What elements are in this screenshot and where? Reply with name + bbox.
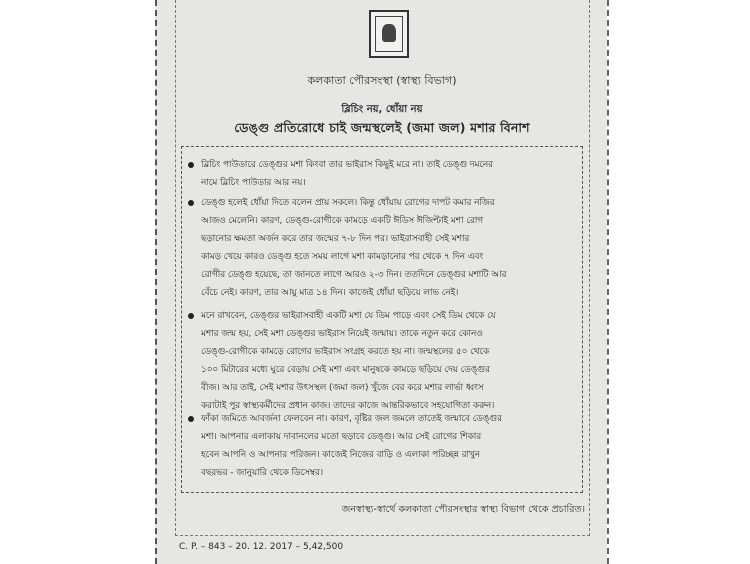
municipal-emblem-icon xyxy=(369,10,409,58)
paragraph-line: ডেঙ্গু হলেই ধোঁয়া দিতে বলেন প্রায় সকলে। কিন্তু ধোঁয়ায় রোগের দাপট কমার নজির xyxy=(201,198,495,208)
bullet-icon xyxy=(188,200,194,206)
notice-paper xyxy=(155,0,607,564)
headline-small: ব্লিচিং নয়, ধোঁয়া নয় xyxy=(341,104,423,115)
paragraph-smoke xyxy=(201,194,581,302)
paragraph-line: ব্লিচিং পাউডারে ডেঙ্গুর মশা কিংবা তার ভাইরাস কিছুই মরে না। তাই ডেঙ্গু দমনের xyxy=(201,160,493,170)
paragraph-line: বীজ। আর তাই, সেই মশার উৎসস্থল (জমা জল) খুঁজে বের করে মশার লার্ভা ধ্বংস xyxy=(201,383,484,393)
paragraph-line: ডেঙ্গু-রোগীকে কামড়ে রোগের ভাইরাস সংগ্রহ করতে হয় না। জন্মস্থলের ৫০ থেকে xyxy=(201,347,490,357)
paragraph-line: নামে ব্লিচিং পাউডার আর নয়। xyxy=(201,178,306,188)
paragraph-breeding xyxy=(201,307,581,415)
paragraph-line: কামড় খেয়ে কারও ডেঙ্গু হতে সময় লাগে মশা কামড়ানোর পর থেকে ৭ দিন এবং xyxy=(201,252,484,262)
paragraph-line: ফাঁকা জমিতে আবর্জনা ফেলবেন না। কারণ, বৃষ্টির জল জমলে তাতেই জন্মাবে ডেঙ্গুর xyxy=(201,414,502,424)
paragraph-line: মনে রাখবেন, ডেঙ্গুর ভাইরাসবাহী একটি মশা যে ডিম পাড়ে এবং সেই ডিম থেকে যে xyxy=(201,311,496,321)
paragraph-line: ১০০ মিটারের মধ্যে ঘুরে বেড়ায় সেই মশা এবং মানুষকে কামড়ে ছড়িয়ে দেয় ডেঙ্গুর xyxy=(201,365,490,375)
paragraph-line: রোগীর ডেঙ্গু হয়েছে, তা জানতে লাগে আরও ২-৩ দিন। ততদিনে ডেঙ্গুর মশাটি আর xyxy=(201,270,507,280)
paragraph-line: করাটাই পুর স্বাস্থ্যকর্মীদের প্রধান কাজ। তাদের কাজে আন্তরিকভাবে সহযোগিতা করুন। xyxy=(201,401,495,411)
paragraph-line: হবেন আপনি ও আপনার পরিজন। কাজেই নিজের বাড়ি ও এলাকা পরিচ্ছন্ন রাখুন xyxy=(201,450,481,460)
bullet-icon xyxy=(188,162,194,168)
paragraph-line: মশার জন্ম হয়, সেই মশা ডেঙ্গুর ভাইরাস নিয়েই জন্মায়। তাকে নতুন করে কোনও xyxy=(201,329,483,339)
paragraph-line: বছরভর - জানুয়ারি থেকে ডিসেম্বর। xyxy=(201,468,324,478)
paragraph-line: বেঁচে নেই। কারণ, তার আয়ু মাত্র ১৪ দিন। কাজেই ধোঁয়া ছড়িয়ে লাভ নেই। xyxy=(201,288,459,298)
paragraph-bleaching xyxy=(201,156,581,192)
paragraph-line: ছড়ানোর ক্ষমতা অর্জন করে তার জন্মের ৭-৮ দিন পর। ভাইরাসবাহী সেই মশার xyxy=(201,234,470,244)
bullet-icon xyxy=(188,416,194,422)
paragraph-garbage xyxy=(201,410,581,482)
paragraph-line: মশা। আপনার এলাকায় দাবানলের মতো ছড়াবে ডেঙ্গু। আর সেই রোগের শিকার xyxy=(201,432,482,442)
headline-main: ডেঙ্গু প্রতিরোধে চাই জন্মস্থলেই (জমা জল) মশার বিনাশ xyxy=(234,120,530,135)
bullet-icon xyxy=(188,313,194,319)
publisher-note: জনস্বাস্থ্য-স্বার্থে কলকাতা পৌরসংস্থার স্বাস্থ্য বিভাগ থেকে প্রচারিত। xyxy=(341,504,585,515)
print-code: C. P. – 843 – 20. 12. 2017 – 5,42,500 xyxy=(179,542,344,552)
organization-name: কলকাতা পৌরসংস্থা (স্বাস্থ্য বিভাগ) xyxy=(307,74,457,87)
paragraph-line: আজও মেলেনি। কারণ, ডেঙ্গু-রোগীকে কামড়ে একটি ঈডিস ঈজিপ্টাই মশা রোগ xyxy=(201,216,484,226)
